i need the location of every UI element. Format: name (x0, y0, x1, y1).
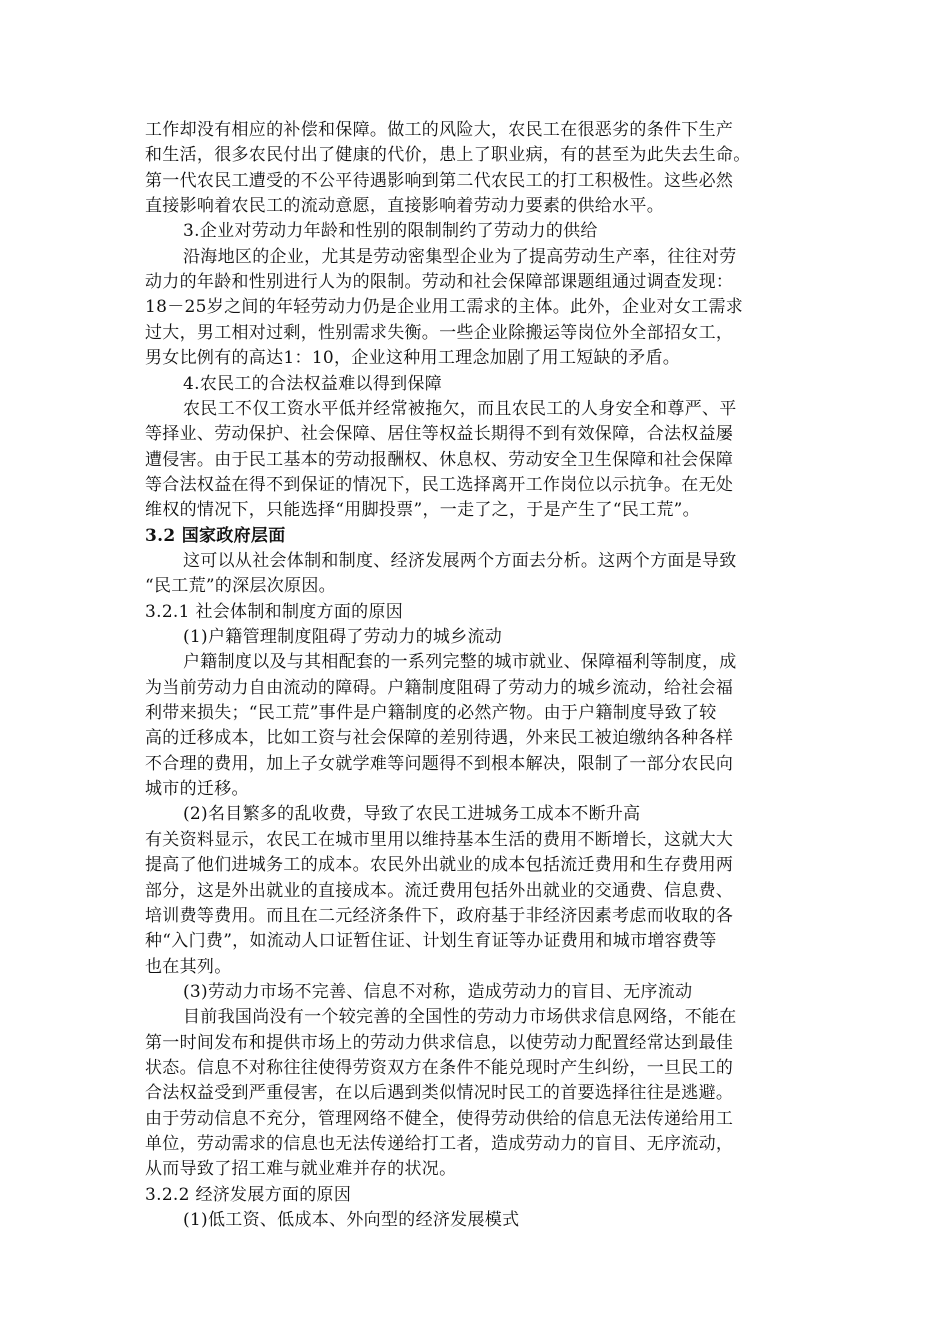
text-line: 3.企业对劳动力年龄和性别的限制制约了劳动力的供给 (183, 221, 598, 242)
text-line: 男女比例有的高达1：10，企业这种用工理念加剧了用工短缺的矛盾。 (145, 348, 681, 369)
text-line: 遭侵害。由于民工基本的劳动报酬权、休息权、劳动安全卫生保障和社会保障 (145, 449, 734, 470)
text-line: 3.2.1 社会体制和制度方面的原因 (145, 601, 404, 622)
text-line: 等合法权益在得不到保证的情况下，民工选择离开工作岗位以示抗争。在无处 (145, 474, 734, 495)
text-line: 从而导致了招工难与就业难并存的状况。 (145, 1159, 457, 1180)
text-line: 4.农民工的合法权益难以得到保障 (183, 373, 443, 394)
text-line: 和生活，很多农民付出了健康的代价，患上了职业病，有的甚至为此失去生命。 (145, 145, 751, 166)
text-line: 直接影响着农民工的流动意愿，直接影响着劳动力要素的供给水平。 (145, 196, 664, 217)
text-line: 也在其列。 (145, 956, 232, 977)
text-line: 高的迁移成本，比如工资与社会保障的差别待遇，外来民工被迫缴纳各种各样 (145, 728, 734, 749)
text-line: 合法权益受到严重侵害，在以后遇到类似情况时民工的首要选择往往是逃避。 (145, 1083, 734, 1104)
text-line: 农民工不仅工资水平低并经常被拖欠，而且农民工的人身安全和尊严、平 (183, 398, 737, 419)
text-line: 城市的迁移。 (145, 779, 249, 800)
text-line: 18－25岁之间的年轻劳动力仍是企业用工需求的主体。此外，企业对女工需求 (145, 297, 744, 318)
text-line: 3.2.2 经济发展方面的原因 (145, 1184, 352, 1205)
text-line: 沿海地区的企业，尤其是劳动密集型企业为了提高劳动生产率，往往对劳 (183, 246, 737, 267)
text-line: (2)名目繁多的乱收费，导致了农民工进城务工成本不断升高 (183, 804, 641, 825)
text-line: 动力的年龄和性别进行人为的限制。劳动和社会保障部课题组通过调查发现： (145, 272, 734, 293)
text-line: 有关资料显示，农民工在城市里用以维持基本生活的费用不断增长，这就大大 (145, 829, 734, 850)
text-line: 利带来损失；“民工荒”事件是户籍制度的必然产物。由于户籍制度导致了较 (145, 703, 717, 724)
text-line: 目前我国尚没有一个较完善的全国性的劳动力市场供求信息网络，不能在 (183, 1007, 737, 1028)
text-line: 过大，男工相对过剩，性别需求失衡。一些企业除搬运等岗位外全部招女工， (145, 322, 734, 343)
text-line: 种“入门费”，如流动人口证暂住证、计划生育证等办证费用和城市增容费等 (145, 931, 717, 952)
text-line: 由于劳动信息不充分，管理网络不健全，使得劳动供给的信息无法传递给用工 (145, 1108, 734, 1129)
text-line: 这可以从社会体制和制度、经济发展两个方面去分析。这两个方面是导致 (183, 550, 737, 571)
text-line: 部分，这是外出就业的直接成本。流迁费用包括外出就业的交通费、信息费、 (145, 880, 734, 901)
text-line: 工作却没有相应的补偿和保障。做工的风险大，农民工在很恶劣的条件下生产 (145, 120, 734, 140)
section-heading: 3.2 国家政府层面 (145, 525, 286, 546)
text-line: 户籍制度以及与其相配套的一系列完整的城市就业、保障福利等制度，成 (183, 652, 737, 673)
text-line: 提高了他们进城务工的成本。农民外出就业的成本包括流迁费用和生存费用两 (145, 855, 734, 876)
text-line: 第一代农民工遭受的不公平待遇影响到第二代农民工的打工积极性。这些必然 (145, 170, 734, 191)
text-line: 等择业、劳动保护、社会保障、居住等权益长期得不到有效保障，合法权益屡 (145, 424, 734, 445)
text-line: “民工荒”的深层次原因。 (145, 576, 336, 597)
text-line: 维权的情况下，只能选择“用脚投票”，一走了之，于是产生了“民工荒”。 (145, 500, 700, 521)
text-line: 单位，劳动需求的信息也无法传递给打工者，造成劳动力的盲目、无序流动， (145, 1134, 734, 1154)
text-line: 状态。信息不对称往往使得劳资双方在条件不能兑现时产生纠纷，一旦民工的 (145, 1057, 734, 1078)
text-line: (1)户籍管理制度阻碍了劳动力的城乡流动 (183, 627, 503, 647)
text-line: 第一时间发布和提供市场上的劳动力供求信息，以使劳动力配置经常达到最佳 (145, 1032, 734, 1053)
text-line: 培训费等费用。而且在二元经济条件下，政府基于非经济因素考虑而收取的各 (145, 905, 734, 926)
text-line: 不合理的费用，加上子女就学难等问题得不到根本解决，限制了一部分农民向 (145, 753, 734, 774)
text-line: (1)低工资、低成本、外向型的经济发展模式 (183, 1210, 520, 1231)
text-line: (3)劳动力市场不完善、信息不对称，造成劳动力的盲目、无序流动 (183, 981, 693, 1002)
text-line: 为当前劳动力自由流动的障碍。户籍制度阻碍了劳动力的城乡流动，给社会福 (145, 677, 734, 698)
